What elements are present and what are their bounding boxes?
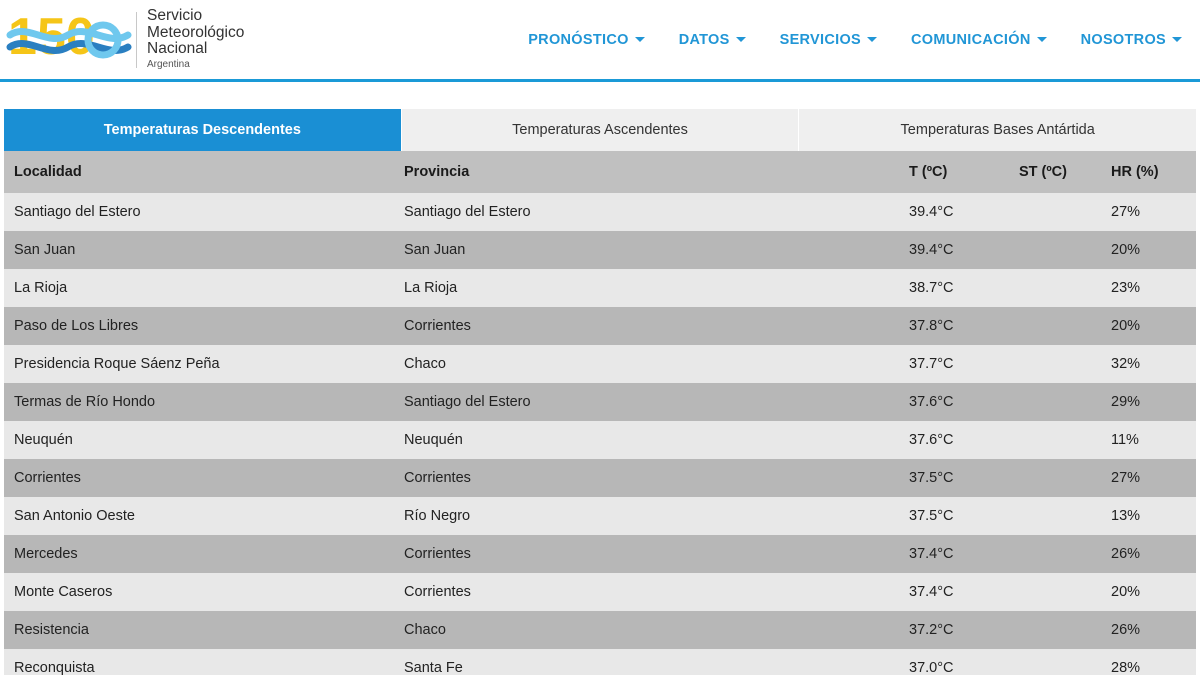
site-logo[interactable] xyxy=(0,0,244,79)
cell-temperatura: 37.4°C xyxy=(909,546,954,562)
logo-line-3: Nacional xyxy=(147,40,208,58)
cell-localidad: San Juan xyxy=(14,242,76,258)
tab-temperaturas-ascendentes[interactable] xyxy=(402,109,800,151)
svg-text:150: 150 xyxy=(8,7,95,66)
cell-humedad-relativa: 27% xyxy=(1111,204,1141,220)
cell-humedad-relativa: 26% xyxy=(1111,546,1141,562)
cell-localidad: Reconquista xyxy=(14,660,95,675)
tab-temperaturas-bases-antartida-label: Temperaturas Bases Antártida xyxy=(900,122,1095,138)
column-header-temperatura[interactable]: T (ºC) xyxy=(899,151,1009,193)
chevron-down-icon xyxy=(1037,37,1047,42)
tab-temperaturas-ascendentes-label: Temperaturas Ascendentes xyxy=(512,122,688,138)
cell-provincia: Río Negro xyxy=(404,508,471,524)
logo-line-1: Servicio xyxy=(147,7,203,24)
nav-item-pronostico-label: PRONÓSTICO xyxy=(528,31,629,48)
nav-item-servicios[interactable] xyxy=(780,32,877,48)
cell-humedad-relativa: 28% xyxy=(1111,660,1141,675)
cell-localidad: Presidencia Roque Sáenz Peña xyxy=(14,356,220,372)
nav-item-pronostico[interactable] xyxy=(528,32,644,48)
cell-provincia: Neuquén xyxy=(404,432,463,448)
column-header-localidad[interactable]: Localidad xyxy=(4,151,394,193)
cell-temperatura: 37.2°C xyxy=(909,622,954,638)
cell-sensacion-termica xyxy=(1009,231,1101,269)
cell-localidad: Paso de Los Libres xyxy=(14,318,139,334)
chevron-down-icon xyxy=(867,37,877,42)
cell-humedad-relativa: 23% xyxy=(1111,280,1141,296)
cell-sensacion-termica xyxy=(1009,193,1101,231)
cell-provincia: Chaco xyxy=(404,622,446,638)
cell-humedad-relativa: 26% xyxy=(1111,622,1141,638)
cell-temperatura: 37.5°C xyxy=(909,470,954,486)
cell-humedad-relativa: 11% xyxy=(1111,432,1139,448)
cell-localidad: San Antonio Oeste xyxy=(14,508,135,524)
site-header xyxy=(0,0,1200,82)
cell-sensacion-termica xyxy=(1009,649,1101,675)
cell-localidad: Monte Caseros xyxy=(14,584,113,600)
tab-temperaturas-descendentes[interactable] xyxy=(4,109,402,151)
cell-provincia: Corrientes xyxy=(404,470,471,486)
cell-temperatura: 37.6°C xyxy=(909,432,954,448)
cell-temperatura: 37.4°C xyxy=(909,584,954,600)
cell-humedad-relativa: 20% xyxy=(1111,584,1141,600)
table-header xyxy=(4,151,1196,193)
cell-sensacion-termica xyxy=(1009,345,1101,383)
chevron-down-icon xyxy=(1172,37,1182,42)
cell-localidad: Termas de Río Hondo xyxy=(14,394,156,410)
logo-line-4: Argentina xyxy=(147,59,190,71)
cell-sensacion-termica xyxy=(1009,421,1101,459)
main-navigation xyxy=(528,32,1200,48)
cell-sensacion-termica xyxy=(1009,269,1101,307)
table-header-row xyxy=(4,151,1196,193)
cell-localidad: Santiago del Estero xyxy=(14,204,141,220)
cell-temperatura: 38.7°C xyxy=(909,280,954,296)
cell-sensacion-termica xyxy=(1009,459,1101,497)
cell-humedad-relativa: 27% xyxy=(1111,470,1141,486)
temperature-table-container xyxy=(0,151,1200,675)
cell-provincia: Santiago del Estero xyxy=(404,204,531,220)
nav-item-datos-label: DATOS xyxy=(678,31,730,48)
nav-item-comunicacion-label: COMUNICACIÓN xyxy=(911,31,1031,48)
table-row[interactable] xyxy=(4,459,1196,497)
nav-item-comunicacion[interactable] xyxy=(911,32,1047,48)
cell-localidad: Mercedes xyxy=(14,546,78,562)
nav-item-datos[interactable] xyxy=(679,32,746,48)
table-row[interactable] xyxy=(4,649,1196,675)
cell-provincia: San Juan xyxy=(404,242,466,258)
cell-localidad: La Rioja xyxy=(14,280,68,296)
cell-localidad: Corrientes xyxy=(14,470,81,486)
cell-humedad-relativa: 32% xyxy=(1111,356,1141,372)
cell-provincia: La Rioja xyxy=(404,280,458,296)
table-row[interactable] xyxy=(4,535,1196,573)
tab-temperaturas-bases-antartida[interactable] xyxy=(799,109,1196,151)
table-row[interactable] xyxy=(4,345,1196,383)
logo-line-2: Meteorológico xyxy=(147,23,245,41)
cell-sensacion-termica xyxy=(1009,573,1101,611)
cell-provincia: Corrientes xyxy=(404,546,471,562)
chevron-down-icon xyxy=(736,37,746,42)
cell-humedad-relativa: 13% xyxy=(1111,508,1141,524)
column-header-humedad-relativa[interactable]: HR (%) xyxy=(1101,151,1196,193)
cell-provincia: Santa Fe xyxy=(404,660,463,675)
cell-temperatura: 39.4°C xyxy=(909,242,954,258)
cell-humedad-relativa: 29% xyxy=(1111,394,1141,410)
table-row[interactable] xyxy=(4,573,1196,611)
cell-temperatura: 37.0°C xyxy=(909,660,954,675)
cell-sensacion-termica xyxy=(1009,307,1101,345)
table-body xyxy=(4,193,1196,675)
nav-item-servicios-label: SERVICIOS xyxy=(779,31,862,48)
cell-humedad-relativa: 20% xyxy=(1111,242,1141,258)
table-row[interactable] xyxy=(4,421,1196,459)
cell-localidad: Neuquén xyxy=(14,432,73,448)
table-row[interactable] xyxy=(4,307,1196,345)
cell-sensacion-termica xyxy=(1009,611,1101,649)
table-row[interactable] xyxy=(4,383,1196,421)
cell-humedad-relativa: 20% xyxy=(1111,318,1141,334)
nav-item-nosotros-label: NOSOTROS xyxy=(1080,31,1166,48)
column-header-sensacion-termica[interactable]: ST (ºC) xyxy=(1009,151,1101,193)
cell-provincia: Corrientes xyxy=(404,318,471,334)
table-row[interactable] xyxy=(4,611,1196,649)
cell-provincia: Corrientes xyxy=(404,584,471,600)
smn-150-anniversary-logo-icon xyxy=(6,7,134,73)
chevron-down-icon xyxy=(635,37,645,42)
table-row[interactable] xyxy=(4,497,1196,535)
tab-temperaturas-descendentes-label: Temperaturas Descendentes xyxy=(103,122,301,138)
table-row[interactable] xyxy=(4,269,1196,307)
cell-sensacion-termica xyxy=(1009,497,1101,535)
table-row[interactable] xyxy=(4,231,1196,269)
nav-item-nosotros[interactable] xyxy=(1081,32,1182,48)
table-row[interactable] xyxy=(4,193,1196,231)
cell-temperatura: 37.6°C xyxy=(909,394,954,410)
cell-temperatura: 39.4°C xyxy=(909,204,954,220)
logo-wordmark xyxy=(147,8,244,71)
cell-temperatura: 37.8°C xyxy=(909,318,954,334)
column-header-provincia[interactable]: Provincia xyxy=(394,151,899,193)
cell-temperatura: 37.5°C xyxy=(909,508,954,524)
cell-sensacion-termica xyxy=(1009,383,1101,421)
cell-provincia: Chaco xyxy=(404,356,446,372)
cell-sensacion-termica xyxy=(1009,535,1101,573)
temperature-tabs xyxy=(0,109,1200,151)
temperature-table xyxy=(4,151,1196,675)
cell-localidad: Resistencia xyxy=(14,622,89,638)
cell-provincia: Santiago del Estero xyxy=(404,394,531,410)
logo-divider xyxy=(136,12,137,68)
cell-temperatura: 37.7°C xyxy=(909,356,954,372)
